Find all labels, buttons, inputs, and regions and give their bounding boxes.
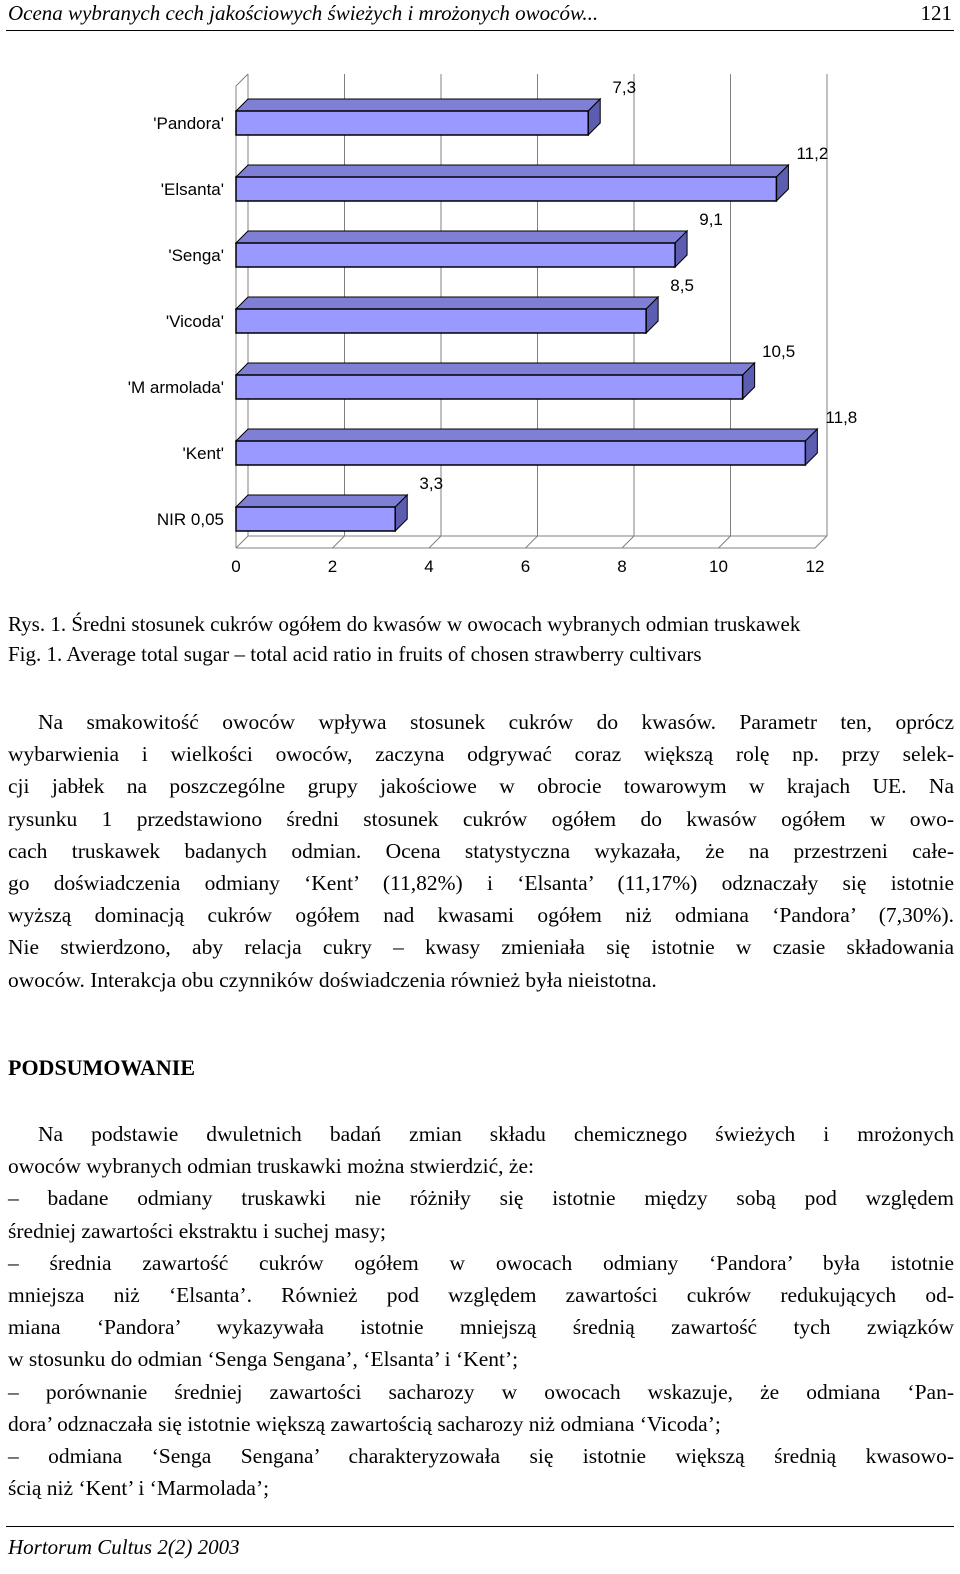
bar [236, 243, 675, 267]
text-line: cji jabłek na poszczególne grupy jakościowe w obrocie towarowym w krajach UE. Na [8, 774, 954, 799]
text-line: owoców wybranych odmian truskawki można stwierdzić, że: [8, 1154, 534, 1179]
category-label: 'Kent' [182, 444, 224, 463]
page-number: 121 [920, 1, 952, 25]
floor-tick [429, 536, 441, 548]
body-paragraph-1 [8, 706, 954, 996]
text-line: Na podstawie dwuletnich badań zmian składu chemicznego świeżych i mrożonych [38, 1122, 954, 1146]
running-title: Ocena wybranych cech jakościowych świeżych i mrożonych owoców... [8, 1, 599, 25]
category-label: 'Pandora' [153, 114, 224, 133]
category-label: 'Vicoda' [165, 312, 224, 331]
bar-chart [0, 60, 960, 590]
floor-tick [622, 536, 634, 548]
data-label: 9,1 [699, 210, 723, 229]
text-line: – odmiana ‘Senga Sengana’ charakteryzowała się istotnie większą średnią kwasowo- [8, 1443, 954, 1468]
x-tick-label: 12 [805, 557, 825, 576]
text-line: – porównanie średniej zawartości sacharozy w owocach wskazuje, że odmiana ‘Pan- [8, 1379, 954, 1404]
text-line: cach truskawek badanych odmian. Ocena statystyczna wykazała, że na przestrzeni całe- [8, 838, 954, 863]
bar [236, 309, 646, 333]
bar-top [236, 231, 687, 243]
data-label: 11,8 [825, 408, 858, 427]
bar-top [236, 495, 407, 507]
text-line: owoców. Interakcja obu czynników doświadczenia również była nieistotna. [8, 967, 657, 992]
floor-tick [719, 536, 731, 548]
text-line: – badane odmiany truskawki nie różniły się istotnie między sobą pod względem [8, 1186, 954, 1211]
floor-tick [526, 536, 538, 548]
x-tick-label: 2 [327, 557, 338, 576]
section-heading: PODSUMOWANIE [8, 1055, 196, 1080]
bar [236, 177, 776, 201]
category-label: 'M armolada' [127, 378, 224, 397]
data-label: 8,5 [670, 276, 694, 295]
x-tick-label: 4 [424, 557, 434, 576]
x-tick-label: 6 [520, 557, 531, 576]
bar [236, 441, 805, 465]
bar-top [236, 363, 755, 375]
bar-top [236, 99, 600, 111]
text-line: go doświadczenia odmiany ‘Kent’ (11,82%) i ‘Elsanta’ (11,17%) odznaczały się istotnie [8, 870, 954, 895]
journal-name: Hortorum Cultus 2(2) 2003 [8, 1535, 240, 1559]
wall-top-edge [236, 74, 248, 86]
x-tick-label: 8 [617, 557, 627, 576]
body-paragraph-2 [8, 1118, 954, 1504]
bar [236, 375, 743, 399]
bar-top [236, 165, 788, 177]
data-label: 7,3 [612, 78, 637, 97]
category-label: 'Senga' [168, 246, 224, 265]
text-line: w stosunku do odmian ‘Senga Sengana’, ‘Elsanta’ i ‘Kent’; [8, 1347, 519, 1372]
data-label: 10,5 [762, 342, 796, 361]
text-line: Na smakowitość owoców wpływa stosunek cukrów do kwasów. Parametr ten, oprócz [38, 710, 954, 734]
page-footer [6, 1526, 954, 1559]
figure-caption-pl: Rys. 1. Średni stosunek cukrów ogółem do kwasów w owocach wybranych odmian truskawek [8, 612, 801, 636]
bar-top [236, 297, 658, 309]
text-line: średniej zawartości ekstraktu i suchej masy; [8, 1218, 386, 1243]
x-tick-label: 0 [231, 557, 241, 576]
bar-top [236, 429, 817, 441]
running-header [6, 0, 954, 31]
text-line: wybarwienia i wielkości owoców, zaczyna odgrywać coraz większą rolę np. przy selek- [8, 742, 954, 767]
text-line: mniejsza niż ‘Elsanta’. Również pod względem zawartości cukrów redukujących od- [8, 1282, 954, 1307]
text-line: dora’ odznaczała się istotnie większą zawartością sacharozy niż odmiana ‘Vicoda’; [8, 1411, 721, 1436]
category-label: NIR 0,05 [156, 510, 224, 529]
bar [236, 507, 395, 531]
figure-caption-en: Fig. 1. Average total sugar – total acid ratio in fruits of chosen strawberry cultivars [8, 642, 702, 666]
category-label: 'Elsanta' [160, 180, 224, 199]
data-label: 11,2 [796, 144, 829, 163]
floor-tick [236, 536, 248, 548]
text-line: wyższą dominacją cukrów ogółem nad kwasami ogółem niż odmiana ‘Pandora’ (7,30%). [8, 903, 954, 928]
data-label: 3,3 [419, 474, 444, 493]
text-line: ścią niż ‘Kent’ i ‘Marmolada’; [8, 1476, 270, 1501]
floor-tick [333, 536, 345, 548]
floor-tick [815, 536, 827, 548]
text-line: miana ‘Pandora’ wykazywała istotnie mniejszą średnią zawartość tych związków [8, 1315, 954, 1340]
x-tick-label: 10 [709, 557, 728, 576]
text-line: rysunku 1 przedstawiono średni stosunek cukrów ogółem do kwasów ogółem w owo- [8, 806, 954, 831]
text-line: Nie stwierdzono, aby relacja cukry – kwasy zmieniała się istotnie w czasie składowania [8, 935, 954, 960]
bar [236, 111, 588, 135]
text-line: – średnia zawartość cukrów ogółem w owocach odmiany ‘Pandora’ była istotnie [8, 1250, 954, 1275]
